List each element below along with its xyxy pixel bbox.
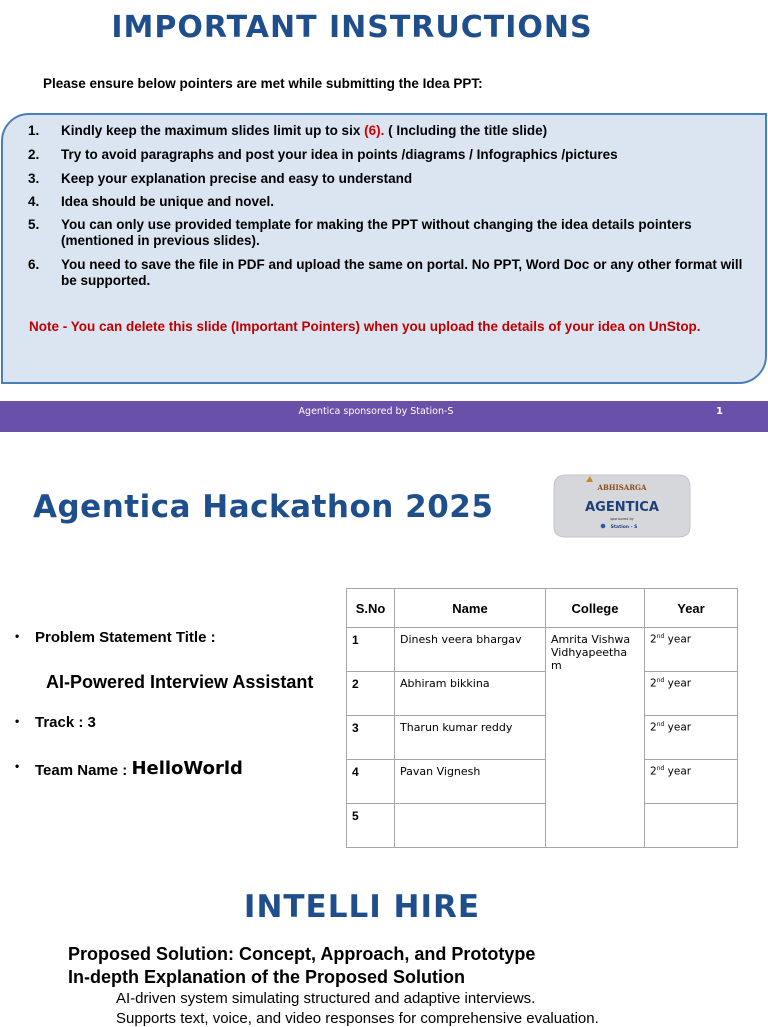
column-header-name: Name — [395, 589, 546, 628]
bullet-track — [0, 714, 340, 734]
year-word: year — [664, 721, 692, 734]
cell-year — [645, 672, 738, 716]
instruction-text: Keep your explanation precise and easy to understand — [61, 171, 413, 186]
instruction-number: 4. — [28, 194, 40, 209]
page-number: 1 — [716, 406, 723, 417]
team-name-value: HelloWorld — [131, 758, 243, 779]
year-word: year — [664, 765, 692, 778]
cell-name: Tharun kumar reddy — [395, 716, 546, 760]
team-name-line — [35, 758, 243, 779]
cell-sno: 2 — [347, 672, 395, 716]
slide-limit-highlight: (6). — [364, 123, 385, 138]
problem-statement-label: Problem Statement Title : — [35, 629, 216, 646]
cell-sno: 4 — [347, 760, 395, 804]
logo-sponsored-text: sponsored by — [610, 517, 634, 521]
slide1-note: Note - You can delete this slide (Important Pointers) when you upload the details of your idea on UnStop. — [29, 319, 701, 334]
instruction-text: Idea should be unique and novel. — [61, 194, 275, 209]
cell-name: Dinesh veera bhargav — [395, 628, 546, 672]
solution-line: Supports text, voice, and video responses for comprehensive evaluation. — [116, 1010, 599, 1027]
table-row — [347, 672, 738, 716]
logo-sponsor-text: Station - S — [610, 525, 638, 530]
year-number: 2 — [650, 677, 657, 690]
instruction-item — [0, 147, 768, 163]
cell-year — [645, 716, 738, 760]
cell-sno: 3 — [347, 716, 395, 760]
problem-statement-value: AI-Powered Interview Assistant — [46, 672, 314, 692]
instruction-text: You can only use provided template for making the PPT without changing the idea details pointers (mentioned in previous slides). — [61, 217, 692, 248]
bullet-icon: • — [15, 714, 20, 728]
instruction-text — [61, 123, 759, 139]
instruction-text-part: Kindly keep the maximum slides limit up to six — [61, 123, 365, 138]
footer-text: Agentica sponsored by Station-S — [298, 406, 454, 417]
slide1-intro: Please ensure below pointers are met while submitting the Idea PPT: — [43, 76, 483, 91]
bullet-problem-statement — [0, 629, 340, 649]
cell-year — [645, 760, 738, 804]
college-line: Amrita Vishwa — [551, 633, 631, 646]
table-row — [347, 628, 738, 672]
logo-top-text: ABHISARGA — [597, 483, 647, 492]
cell-year — [645, 628, 738, 672]
year-word: year — [664, 633, 692, 646]
year-suffix: nd — [656, 765, 665, 772]
cell-year — [645, 804, 738, 848]
column-header-sno: S.No — [347, 589, 395, 628]
cell-name: Abhiram bikkina — [395, 672, 546, 716]
instruction-item — [0, 217, 768, 251]
table-row — [347, 716, 738, 760]
instruction-number: 5. — [28, 217, 40, 232]
station-s-icon — [601, 524, 606, 529]
year-suffix: nd — [656, 677, 665, 684]
instruction-number: 3. — [28, 171, 40, 186]
logo-brand-text: AGENTICA — [585, 500, 659, 515]
cell-name: Pavan Vignesh — [395, 760, 546, 804]
college-line: Vidhyapeetha — [551, 646, 628, 659]
bullet-icon: • — [15, 629, 20, 643]
instruction-item — [0, 171, 768, 187]
table-row — [347, 760, 738, 804]
year-number: 2 — [650, 721, 657, 734]
year-number: 2 — [650, 633, 657, 646]
slide2-title: Agentica Hackathon 2025 — [33, 489, 494, 525]
instruction-item — [0, 257, 768, 291]
instruction-item — [0, 123, 768, 139]
solution-line: AI-driven system simulating structured and adaptive interviews. — [116, 990, 536, 1007]
year-suffix: nd — [656, 721, 665, 728]
column-header-year: Year — [645, 589, 738, 628]
instruction-number: 2. — [28, 147, 40, 162]
instruction-number: 1. — [28, 123, 40, 138]
college-line: m — [551, 659, 562, 672]
instruction-text-part: ( Including the title slide) — [384, 123, 548, 138]
table-header-row — [347, 589, 738, 628]
team-name-label: Team Name : — [35, 762, 132, 779]
year-number: 2 — [650, 765, 657, 778]
slide1-title: IMPORTANT INSTRUCTIONS — [111, 10, 593, 45]
cell-sno: 5 — [347, 804, 395, 848]
year-word: year — [664, 677, 692, 690]
agentica-logo — [552, 473, 692, 539]
slide3-heading-explanation: In-depth Explanation of the Proposed Solution — [68, 967, 465, 987]
year-suffix: nd — [656, 633, 665, 640]
instruction-text: Try to avoid paragraphs and post your idea in points /diagrams / Infographics /pictures — [61, 147, 618, 162]
instruction-text: You need to save the file in PDF and upload the same on portal. No PPT, Word Doc or any other format will be supported. — [61, 257, 743, 288]
cell-sno: 1 — [347, 628, 395, 672]
team-table — [346, 588, 738, 848]
track-text: Track : 3 — [35, 714, 96, 731]
cell-name — [395, 804, 546, 848]
table-row — [347, 804, 738, 848]
slide3-title: INTELLI HIRE — [243, 889, 481, 925]
instruction-number: 6. — [28, 257, 40, 272]
bullet-icon: • — [15, 759, 20, 773]
instruction-item — [0, 194, 768, 210]
cell-college — [546, 628, 645, 848]
bullet-team-name — [0, 758, 340, 780]
column-header-college: College — [546, 589, 645, 628]
slide3-heading-concept: Proposed Solution: Concept, Approach, and Prototype — [68, 944, 536, 964]
